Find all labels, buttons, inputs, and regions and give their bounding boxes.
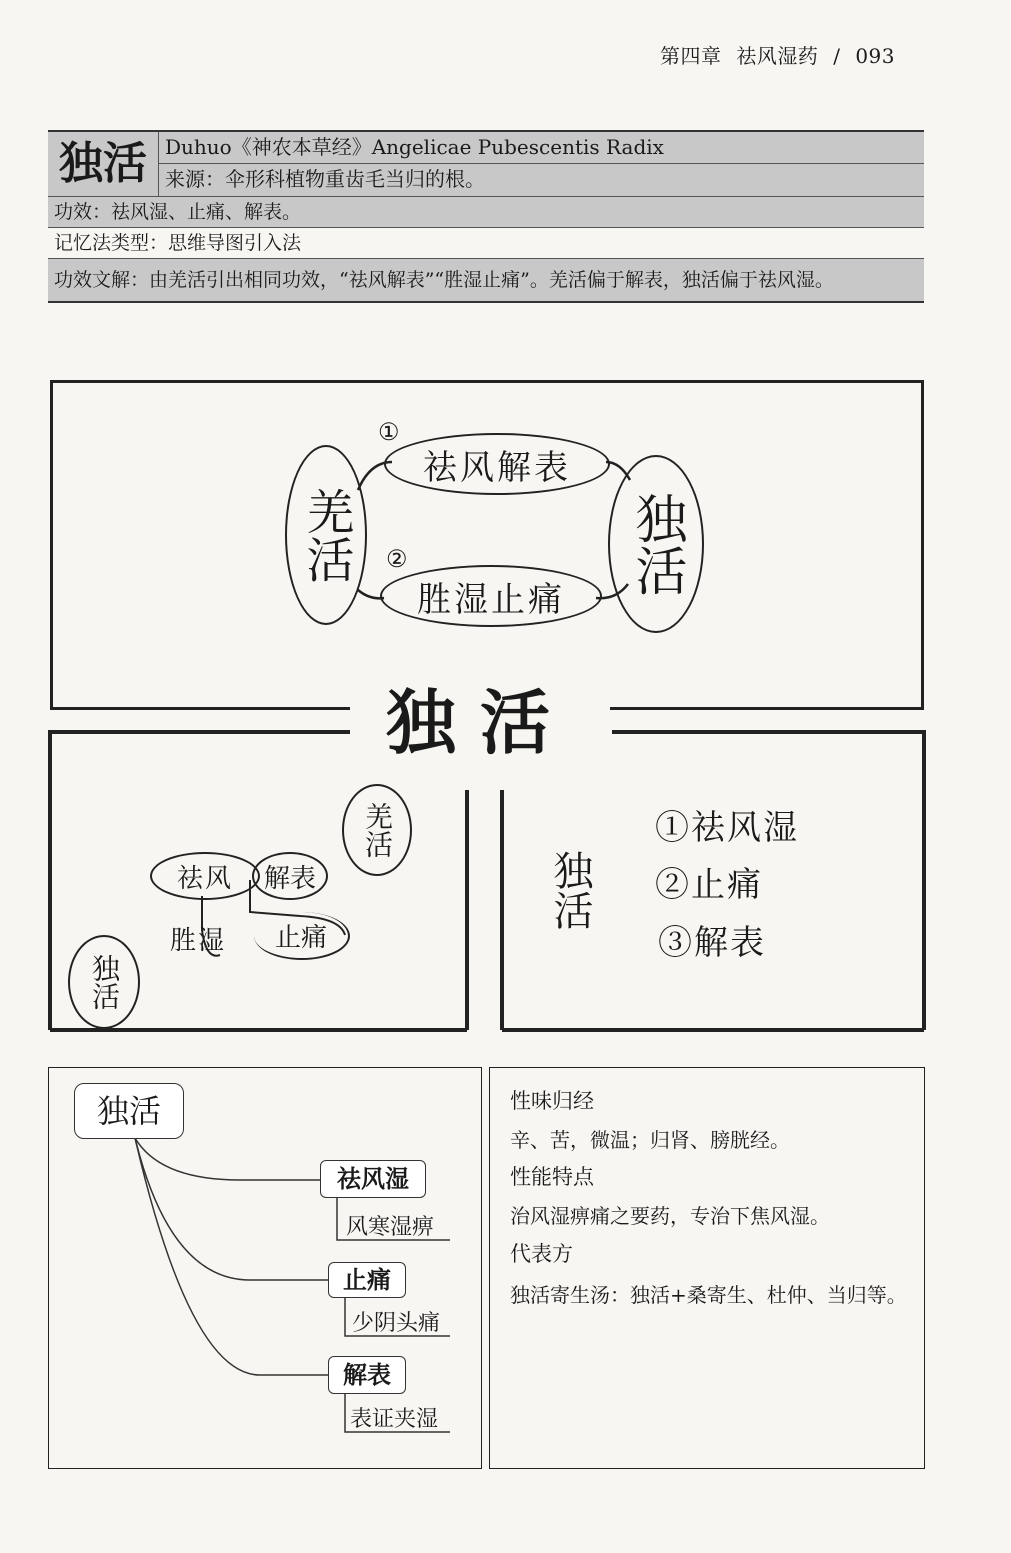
branch-1: 祛风湿	[320, 1160, 426, 1198]
memory-type-row: 记忆法类型：思维导图引入法	[48, 228, 924, 259]
efficacy-item-2: ②止痛	[655, 865, 763, 905]
duhuo-small-oval: 独活	[68, 935, 140, 1029]
duhuo-center: 独活	[547, 850, 593, 930]
feature-heading: 性能特点	[510, 1166, 594, 1189]
qianghuo-small-oval: 羌活	[342, 784, 412, 876]
branch-2-sub: 少阴头痛	[352, 1311, 441, 1336]
zhitong-oval: 止痛	[254, 912, 350, 960]
latin-line: Duhuo《神农本草经》Angelicae Pubescentis Radix	[159, 132, 924, 164]
efficacy-item-1: ①祛风湿	[655, 808, 799, 848]
running-head: 第四章 祛风湿药 / 093	[660, 44, 896, 68]
num-1: ①	[378, 418, 400, 446]
branch-3: 解表	[328, 1356, 406, 1394]
branch-1-sub: 风寒湿痹	[346, 1215, 435, 1240]
feature-text: 治风湿痹痛之要药，专治下焦风湿。	[510, 1204, 830, 1228]
link2-oval: 胜湿止痛	[380, 565, 602, 627]
efficacy-row: 功效：祛风湿、止痛、解表。	[48, 197, 924, 228]
link1-oval: 祛风解表	[384, 433, 610, 495]
big-title: 独活	[350, 678, 610, 768]
chapter-label: 第四章	[660, 44, 722, 68]
section-label: 祛风湿药	[736, 44, 819, 68]
source-line: 来源：伞形科植物重齿毛当归的根。	[165, 167, 485, 191]
explanation-row: 功效文解：由羌活引出相同功效，“祛风解表”“胜湿止痛”。羌活偏于解表，独活偏于祛风湿。	[48, 259, 924, 301]
branch-3-sub: 表证夹湿	[350, 1407, 439, 1432]
branch-2: 止痛	[328, 1262, 406, 1298]
herb-name: 独活	[48, 132, 159, 196]
page-number: 093	[855, 44, 896, 68]
shengshi-text: 胜湿	[170, 926, 227, 956]
num-2: ②	[386, 545, 408, 573]
formula-text: 独活寄生汤：独活+桑寄生、杜仲、当归等。	[510, 1283, 907, 1307]
jiebiao-oval: 解表	[252, 852, 328, 900]
qufeng-oval: 祛风	[150, 852, 260, 900]
duhuo-oval: 独活	[608, 455, 704, 633]
qianghuo-oval: 羌活	[285, 445, 367, 625]
formula-heading: 代表方	[510, 1243, 573, 1266]
nature-heading: 性味归经	[510, 1090, 594, 1113]
nature-text: 辛、苦，微温；归肾、膀胱经。	[510, 1128, 790, 1152]
mindmap-root: 独活	[74, 1083, 184, 1139]
efficacy-item-3: ③解表	[658, 923, 766, 963]
